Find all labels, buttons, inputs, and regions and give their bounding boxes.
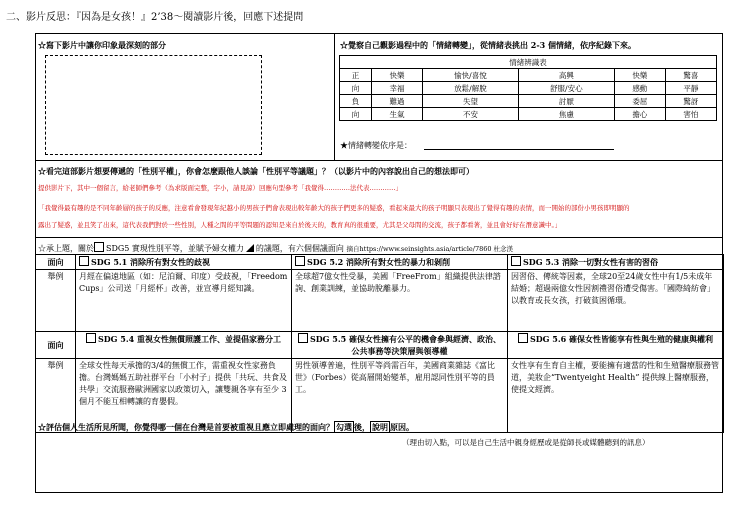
emotion-cell: 驚訝 [665,95,716,108]
checkbox[interactable] [511,256,521,266]
emotion-cell: 愉快/喜悅 [423,69,519,82]
negative-label: 向 [340,108,372,121]
q4-intro-sdg: SDG5 實現性別平等，並賦予婦女權力 [106,244,244,253]
sdg-example: 全球女性每天承擔的3/4的無償工作，需重視女性家務負擔。台灣媽媽五助社群平台「小村子」提供「共玩、共食及共學」交流服務歐洲國家以政策切入，讓雙親各享有至少 3 個月不能互相轉讓的育嬰假。 [76,359,292,433]
checkbox[interactable] [518,333,528,343]
emotion-cell: 失望 [423,95,519,108]
emotion-cell: 擔心 [614,108,665,121]
sdg-option[interactable] [292,255,508,270]
sdg-title: SDG 5.3 消除一切對女性有害的習俗 [523,257,659,267]
aspect-label: 面向 [36,332,76,359]
emotion-cell: 快樂 [614,69,665,82]
q5-note: （理由切入點，可以是自己生活中親身經歷或是從師長或媒體聽到的訊息） [402,438,650,447]
emotion-cell: 生氣 [371,108,422,121]
q4-intro-text: ☆承上題，關於 [38,244,94,253]
q1-title: ☆寫下影片中讓你印象最深刻的部分 [38,40,166,50]
source-note: 摘自https://www.seinsights.asia/article/7860 杜念渼 [346,245,514,253]
example-label: 舉例 [36,270,76,332]
emotion-cell: 快樂 [371,69,422,82]
emotion-cell: 幸福 [371,82,422,95]
checkbox[interactable] [295,256,305,266]
q1-answer-box[interactable] [45,55,262,155]
triangle-icon [246,244,254,252]
sdg-example: 全球超7億女性受暴，美國「FreeFrom」組織提供法律諮詢、創業訓練，並協助脫離暴力。 [292,270,508,332]
q3-hint: 「我覺得最有趣的是不同年齡層的孩子的反應，注意看會發現年紀越小的男孩子們會表現出較年齡大的孩子們更多的疑惑，看起來最大的孩子明顯只表現出了覺得有趣的表情，而一開始的部份小男孩即明顯的 [38,204,630,212]
positive-label: 正 [340,69,372,82]
emotion-order-line[interactable] [424,149,614,150]
emotion-cell: 不安 [423,108,519,121]
sdg-title: SDG 5.2 消除所有對女性的暴力和剝削 [307,257,451,267]
q3-hint: 提供影片下，其中一個留言，給老師們參考（為求版面完整，字小，請見諒）回應句型參考「我覺得…………法代表…………」 [38,184,402,192]
q5-text: 後， [354,422,370,432]
q4-intro-text: 的議題，有六個個議面向 [255,244,344,253]
positive-label: 向 [340,82,372,95]
emotion-table [339,55,717,121]
negative-label: 負 [340,95,372,108]
aspect-label: 面向 [36,255,76,270]
q2-title: ☆覺察自己觀影過程中的「情緒轉變」，從情緒表挑出 2-3 個情緒，依序紀錄下來。 [340,40,637,50]
q3-title: ☆看完這部影片想要傳遞的「性別平權」，你會怎麼跟他人談論「性別平等議題」？（以影片中的內容說出自己的想法即可） [38,166,474,176]
emotion-cell: 委屈 [614,95,665,108]
sdg-title: SDG 5.4 重視女性無償照護工作、並提倡家務分工 [97,334,282,344]
sdg-example: 男性領導普遍，性別平等尚需百年，美國商業雜誌《富比世》（Forbes）從高層開始變革，雇用認同性別平等的員工。 [292,359,508,433]
q-divider [334,33,335,160]
emotion-cell: 討厭 [518,95,614,108]
emotion-order-label: ★情緒轉變依序是： [340,141,412,150]
sdg-table [35,254,724,433]
divider [35,160,723,161]
emotion-cell: 驚喜 [665,69,716,82]
sdg-title: SDG 5.6 確保女性皆能享有性與生殖的健康與權利 [529,334,714,344]
q5-keyword: 勾選 [336,422,352,432]
emotion-table-title: 情緒辨識表 [340,56,717,69]
sdg-example: 女性享有生育自主權，要能擁有適當的性和生殖醫療服務管道，美妝企“Twentyeight Health” 提供線上醫療服務，使提文經濟。 [508,359,724,433]
emotion-cell: 高興 [518,69,614,82]
q5-text: 原因。 [390,422,414,432]
q3-hint: 露出了疑惑，並且笑了出來，這代表我們對於一些性別，人種之間的平等問題的認知是來自於後天的，教育真的很重要，尤其是父母間的交流，孩子都看著，並且會好好在潛意識中。」 [38,221,562,229]
sdg-example: 月經在偏遠地區（如：尼泊爾、印度）受歧視，「Freedom Cups」公司送「月經杯」改善，並宣導月經知識。 [76,270,292,332]
emotion-cell: 舒服/安心 [518,82,614,95]
checkbox[interactable] [94,242,104,252]
sdg-option[interactable] [76,332,292,359]
checkbox[interactable] [79,256,89,266]
emotion-cell: 放鬆/解脫 [423,82,519,95]
sdg-option[interactable] [292,332,508,359]
q5-prompt [38,422,414,433]
emotion-cell: 平靜 [665,82,716,95]
section-heading: 二、影片反思：『因為是女孩！』2’38～閱讀影片後，回應下述提問 [6,12,304,23]
checkbox[interactable] [298,333,308,343]
checkbox[interactable] [86,333,96,343]
emotion-cell: 難過 [371,95,422,108]
sdg-option[interactable] [76,255,292,270]
sdg-title: SDG 5.1 消除所有對女性的歧視 [91,257,211,267]
emotion-cell: 感動 [614,82,665,95]
divider [35,237,723,238]
sdg-title: SDG 5.5 確保女性擁有公平的機會參與經濟、政治、公共事務等決策層與領導權 [309,334,502,356]
sdg-example: 因習俗、傳統等因素，全球20至24歲女性中有1/5未成年結婚；超過兩億女性因割禮習俗遭受傷害。「國際綺紡會」以教育或長女孩，打破貧困循環。 [508,270,724,332]
sdg-option[interactable] [508,332,724,359]
emotion-cell: 害怕 [665,108,716,121]
q5-text: ☆評估個人生活所見所聞，你覺得哪一個在台灣是首要被重視且應立即處理的面向？ [38,422,334,432]
emotion-cell: 焦慮 [518,108,614,121]
q5-keyword: 說明 [372,422,388,432]
example-label: 舉例 [36,359,76,433]
sdg-option[interactable] [508,255,724,270]
